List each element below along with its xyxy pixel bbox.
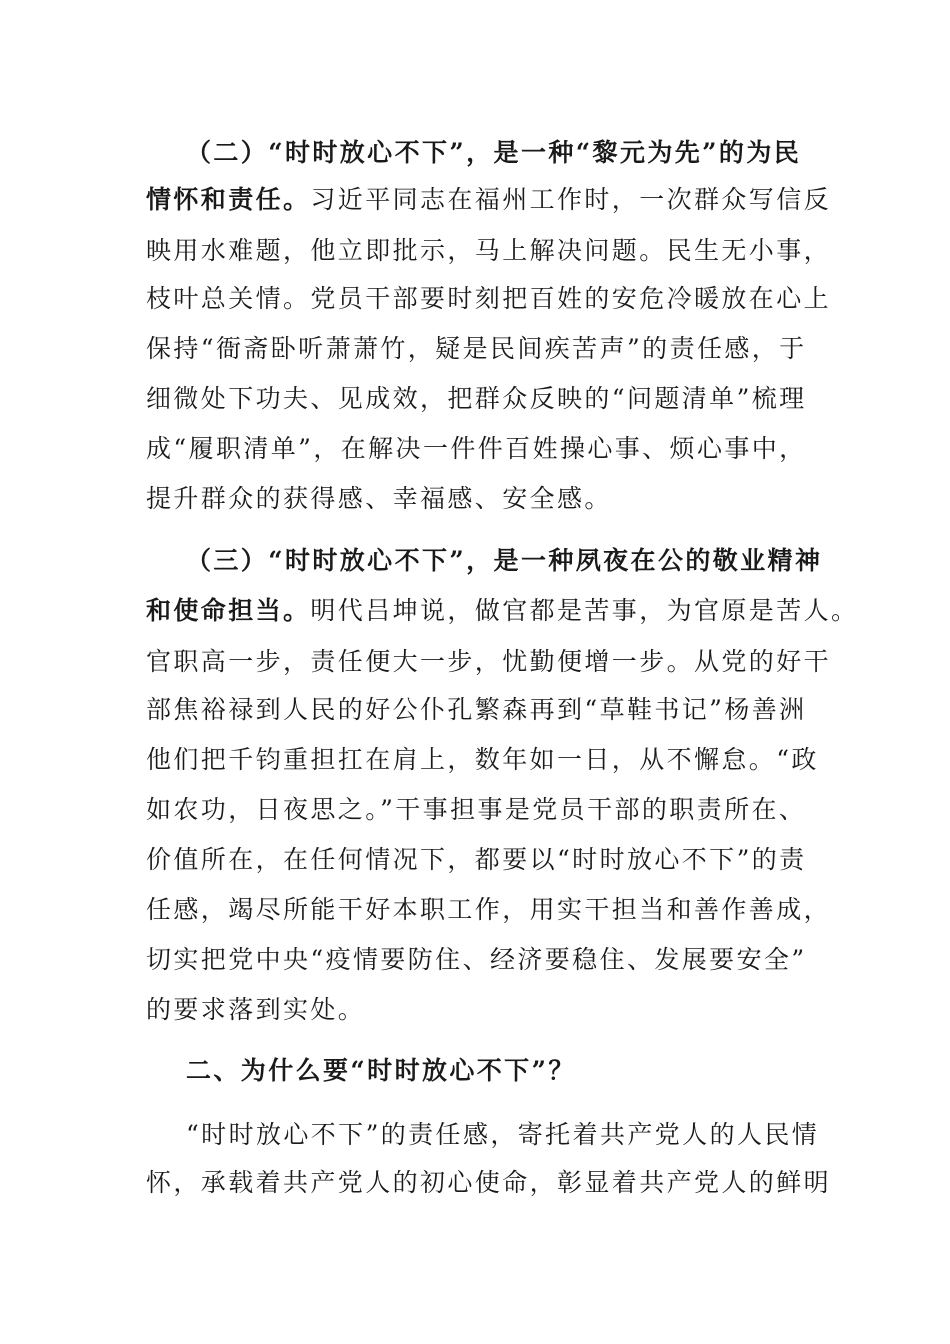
paragraph-text: 习近平同志在福州工作时，一次群众写信反 <box>310 185 832 214</box>
paragraph-line: 映用水难题，他立即批示，马上解决问题。民生无小事， <box>146 236 832 265</box>
subsection-3-heading-cont: 和使命担当。 <box>146 596 311 625</box>
paragraph-line: 他们把千钧重担扛在肩上，数年如一日，从不懈怠。“政 <box>146 745 819 774</box>
paragraph-line: 任感，竭尽所能干好本职工作，用实干担当和善作善成， <box>146 895 832 924</box>
paragraph-line <box>146 591 859 631</box>
paragraph-line: 保持“衙斋卧听萧萧竹，疑是民间疾苦声”的责任感，于 <box>146 334 807 363</box>
paragraph-line: 价值所在，在任何情况下，都要以“时时放心不下”的责 <box>146 845 807 874</box>
paragraph-line: 如农功，日夜思之。”干事担事是党员干部的职责所在、 <box>146 795 807 824</box>
paragraph-line: 成“履职清单”，在解决一件件百姓操心事、烦心事中， <box>146 434 807 463</box>
paragraph-line: 枝叶总关情。党员干部要时刻把百姓的安危冷暖放在心上 <box>146 284 832 313</box>
paragraph-line: 怀，承载着共产党人的初心使命，彰显着共产党人的鲜明 <box>146 1168 832 1197</box>
paragraph-line: 部焦裕禄到人民的好公仆孔繁森再到“草鞋书记”杨善洲 <box>146 695 807 724</box>
subsection-3-heading: （三）“时时放心不下”，是一种夙夜在公的敬业精神 <box>186 546 823 575</box>
paragraph-line: 切实把党中央“疫情要防住、经济要稳住、发展要安全” <box>146 945 807 974</box>
paragraph-line: 提升群众的获得感、幸福感、安全感。 <box>146 484 612 513</box>
subsection-3-heading-line <box>186 541 836 581</box>
subsection-2-heading: （二）“时时放心不下”，是一种“黎元为先”的为民 <box>186 138 802 167</box>
paragraph-text: 明代吕坤说，做官都是苦事，为官原是苦人。 <box>310 596 859 625</box>
section-2-heading: 二、为什么要“时时放心不下”？ <box>186 1056 576 1085</box>
subsection-2-heading-line <box>186 133 836 173</box>
paragraph-line: 官职高一步，责任便大一步，忧勤便增一步。从党的好干 <box>146 647 832 676</box>
paragraph-line: 细微处下功夫、见成效，把群众反映的“问题清单”梳理 <box>146 384 807 413</box>
paragraph-line: 的要求落到实处。 <box>146 995 366 1024</box>
paragraph-line <box>146 180 836 220</box>
subsection-2-heading-cont: 情怀和责任。 <box>146 185 311 214</box>
section-2-heading-line <box>186 1051 836 1091</box>
paragraph-line: “时时放心不下”的责任感，寄托着共产党人的人民情 <box>186 1120 820 1149</box>
